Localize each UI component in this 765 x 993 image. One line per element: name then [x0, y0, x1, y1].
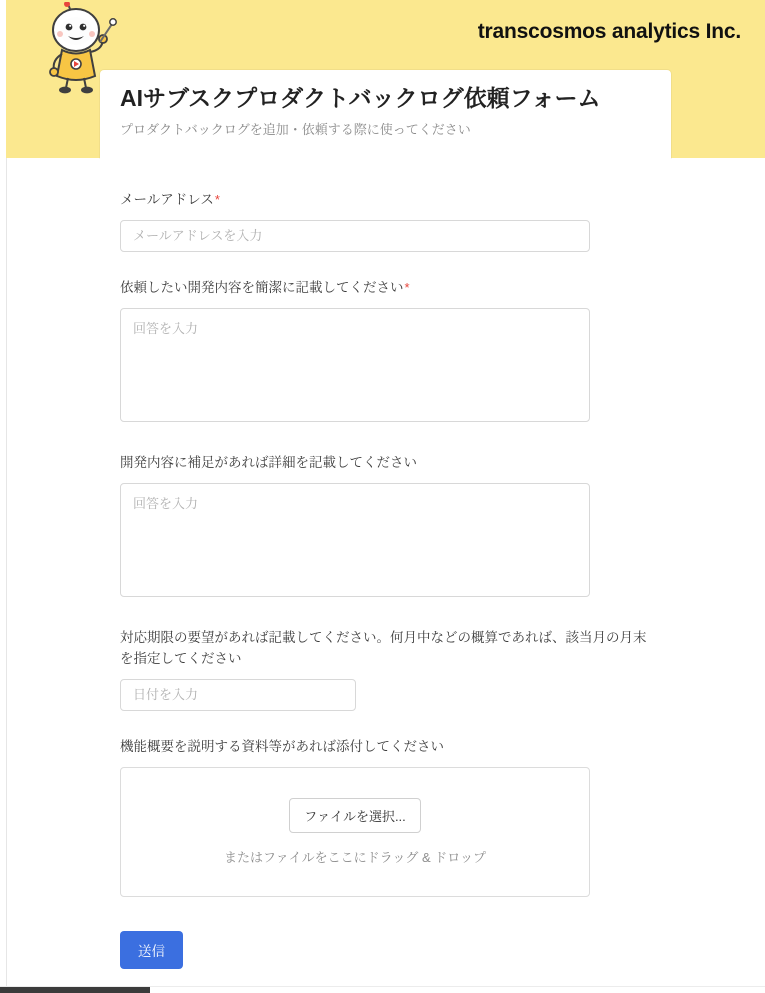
email-field[interactable]: [120, 220, 590, 252]
field-request-details: [120, 453, 651, 602]
form-body: [100, 158, 671, 993]
bottom-strip-dark-segment: [0, 987, 150, 993]
field-email-label-text: メールアドレス: [120, 192, 214, 207]
field-deadline-label: 対応期限の要望があれば記載してください。何月中などの概算であれば、該当月の月末を指定してください: [120, 629, 647, 666]
choose-file-button[interactable]: ファイルを選択...: [289, 798, 421, 833]
submit-row: [120, 931, 651, 969]
bottom-strip: [0, 986, 765, 993]
field-request-summary-label-text: 依頼したい開発内容を簡潔に記載してください: [120, 279, 404, 295]
field-request-summary: [120, 278, 651, 427]
request-details-textarea[interactable]: [120, 483, 590, 597]
deadline-date-field[interactable]: [120, 679, 356, 711]
page-description: プロダクトバックログを追加・依頼する際に使ってください: [120, 121, 471, 137]
file-dropzone[interactable]: [120, 767, 590, 897]
drop-hint-text: またはファイルをここにドラッグ & ドロップ: [223, 849, 487, 865]
field-email: [120, 190, 651, 252]
brand-logo-text: transcosmos analytics Inc.: [477, 20, 741, 43]
required-marker: *: [404, 279, 410, 295]
page-title: AIサブスクプロダクトバックログ依頼フォーム: [120, 85, 601, 111]
field-request-summary-label: [120, 278, 651, 299]
field-deadline: [120, 628, 651, 711]
request-summary-textarea[interactable]: [120, 308, 590, 422]
field-attachment-label: 機能概要を説明する資料等があれば添付してください: [120, 738, 444, 754]
form-header-card: [100, 70, 671, 158]
submit-button[interactable]: 送信: [120, 931, 183, 969]
required-marker: *: [214, 192, 220, 207]
field-email-label: [120, 190, 651, 211]
field-attachment: [120, 737, 651, 897]
field-request-details-label: 開発内容に補足があれば詳細を記載してください: [120, 454, 417, 470]
